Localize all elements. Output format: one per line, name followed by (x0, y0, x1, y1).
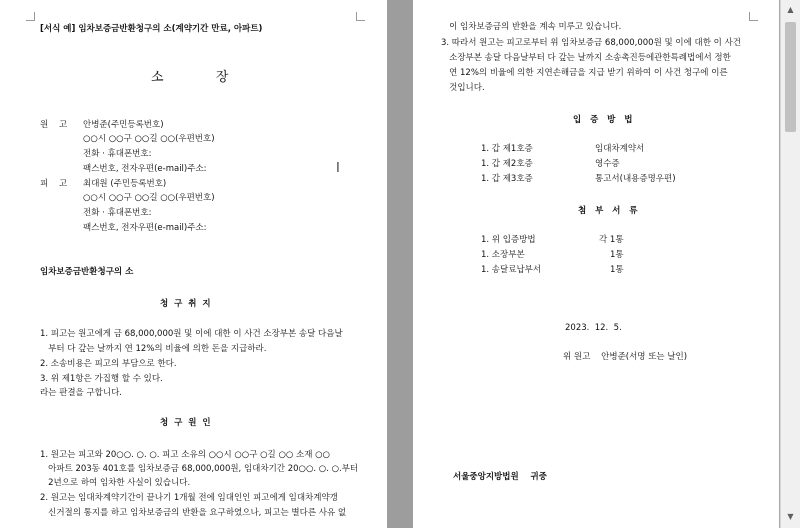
vertical-scrollbar[interactable] (780, 0, 800, 528)
evidence-description: 통고서(내용증명우편) (595, 174, 676, 184)
signature-line: 위 원고 안병준(서명 또는 날인) (563, 352, 688, 362)
plaintiff-address: ○○시 ○○구 ○○길 ○○(우편번호) (83, 134, 215, 144)
evidence-description: 영수증 (595, 159, 620, 169)
document-page-left[interactable] (0, 0, 387, 528)
attachment-name: 1. 소장부본 (481, 250, 525, 260)
evidence-description: 임대차계약서 (595, 144, 645, 154)
case-name: 임차보증금반환청구의 소 (40, 267, 134, 277)
defendant-name: 최대원 (주민등록번호) (83, 179, 167, 189)
evidence-number: 1. 갑 제1호증 (481, 144, 533, 154)
attachment-count: 1통 (610, 265, 624, 275)
scroll-up-arrow-icon[interactable]: ▲ (787, 5, 794, 14)
text-cursor-icon: I (336, 161, 340, 176)
scroll-down-arrow-icon[interactable]: ▼ (787, 512, 794, 521)
cause-line: 2년으로 하여 임차한 사실이 있습니다. (40, 478, 191, 488)
claim-line: 2. 소송비용은 피고의 부담으로 한다. (40, 359, 177, 369)
scrollbar-thumb[interactable] (785, 22, 796, 132)
attachment-name: 1. 위 입증방법 (481, 235, 536, 245)
attachment-name: 1. 송달료납부서 (481, 265, 542, 275)
plaintiff-name: 안병준(주민등록번호) (83, 120, 164, 130)
continued-line: 것입니다. (441, 83, 485, 93)
plaintiff-phone: 전화 · 휴대폰번호: (83, 149, 152, 159)
continued-line: 연 12%의 비율에 의한 지연손해금을 지급 받기 위하여 이 사건 청구에 이른 (441, 68, 728, 78)
corner-mark (749, 12, 758, 21)
plaintiff-fax-email: 팩스번호, 전자우편(e-mail)주소: (83, 164, 207, 174)
court-addressee: 서울중앙지방법원 귀중 (453, 472, 547, 482)
cause-line: 아파트 203동 401호를 임차보증금 68,000,000원, 임대차기간 20○○. ○. ○.부터 (40, 464, 359, 474)
evidence-heading: 입 증 방 법 (573, 115, 633, 125)
defendant-phone: 전화 · 휴대폰번호: (83, 208, 152, 218)
continued-line: 3. 따라서 원고는 피고로부터 위 임차보증금 68,000,000원 및 이에 대한 이 사건 (441, 38, 741, 48)
evidence-number: 1. 갑 제2호증 (481, 159, 533, 169)
claim-line: 3. 위 제1항은 가집행 할 수 있다. (40, 374, 163, 384)
defendant-role: 피 고 (40, 179, 68, 189)
plaintiff-role: 원 고 (40, 120, 68, 130)
document-page-right[interactable] (413, 0, 779, 528)
corner-mark (356, 12, 365, 21)
claim-line: 라는 판결을 구합니다. (40, 388, 123, 398)
cause-line: 1. 원고는 피고와 20○○. ○. ○. 피고 소유의 ○○시 ○○구 ○길 ○○ 소재 ○○ (40, 450, 330, 460)
defendant-fax-email: 팩스번호, 전자우편(e-mail)주소: (83, 223, 207, 233)
defendant-address: ○○시 ○○구 ○○길 ○○(우편번호) (83, 193, 215, 203)
doc-title: 소 장 (151, 70, 230, 85)
continued-line: 이 임차보증금의 반환을 계속 미루고 있습니다. (441, 22, 622, 32)
form-title: [서식 예] 임차보증금반환청구의 소(계약기간 만료, 아파트) (40, 24, 263, 34)
attachment-count: 1통 (610, 250, 624, 260)
filing-date: 2023. 12. 5. (565, 323, 622, 333)
attachments-heading: 첨 부 서 류 (578, 206, 638, 216)
page-gutter (387, 0, 413, 528)
continued-line: 소장부본 송달 다음날부터 다 갚는 날까지 소송촉진등에관한특례법에서 정한 (441, 53, 731, 63)
claim-line: 부터 다 갚는 날까지 연 12%의 비율에 의한 돈을 지급하라. (40, 344, 267, 354)
cause-line: 2. 원고는 임대차계약기간이 끝나기 1개월 전에 임대인인 피고에게 임대차계약갱 (40, 493, 338, 503)
corner-mark (26, 12, 35, 21)
cause-line: 신거절의 통지를 하고 임차보증금의 반환을 요구하였으나, 피고는 별다른 사유 없 (40, 508, 347, 518)
attachment-count: 각 1통 (599, 235, 624, 245)
claim-line: 1. 피고는 원고에게 금 68,000,000원 및 이에 대한 이 사건 소장부본 송달 다음날 (40, 329, 343, 339)
claim-heading: 청 구 취 지 (160, 299, 211, 309)
cause-heading: 청 구 원 인 (160, 418, 211, 428)
evidence-number: 1. 갑 제3호증 (481, 174, 533, 184)
